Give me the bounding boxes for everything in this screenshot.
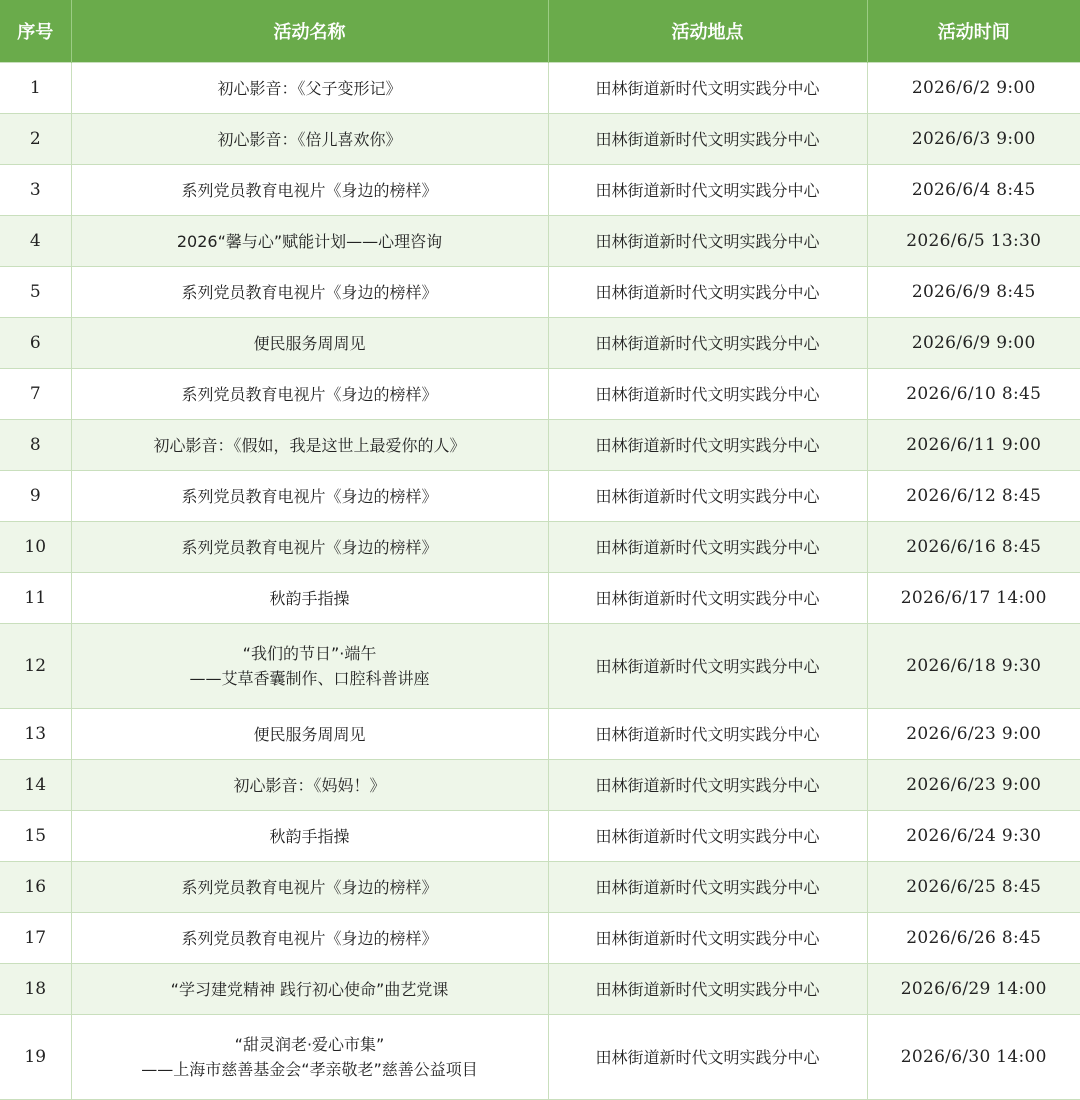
table-row	[0, 709, 1080, 760]
row-index: 8	[0, 420, 71, 471]
activity-location: 田林街道新时代文明实践分中心	[548, 964, 867, 1015]
activity-time: 2026/6/3 9:00	[867, 114, 1080, 165]
row-index: 13	[0, 709, 71, 760]
row-index: 4	[0, 216, 71, 267]
table-row	[0, 573, 1080, 624]
header-location: 活动地点	[548, 0, 867, 63]
activity-name-cell	[71, 913, 548, 964]
activity-name-line: 系列党员教育电视片《身边的榜样》	[181, 928, 438, 948]
table-row	[0, 760, 1080, 811]
activity-time: 2026/6/30 14:00	[867, 1015, 1080, 1100]
header-time: 活动时间	[867, 0, 1080, 63]
activity-name-cell	[71, 369, 548, 420]
activity-time: 2026/6/24 9:30	[867, 811, 1080, 862]
row-index: 10	[0, 522, 71, 573]
table-body	[0, 63, 1080, 1100]
activity-time: 2026/6/17 14:00	[867, 573, 1080, 624]
activity-location: 田林街道新时代文明实践分中心	[548, 369, 867, 420]
activity-location: 田林街道新时代文明实践分中心	[548, 420, 867, 471]
activity-time: 2026/6/23 9:00	[867, 709, 1080, 760]
activity-time: 2026/6/11 9:00	[867, 420, 1080, 471]
activity-name-line: 秋韵手指操	[269, 826, 350, 846]
activity-name-cell	[71, 624, 548, 709]
table-row	[0, 267, 1080, 318]
row-index: 17	[0, 913, 71, 964]
table-row	[0, 913, 1080, 964]
activity-name-line: 初心影音：《父子变形记》	[217, 78, 402, 98]
table-row	[0, 165, 1080, 216]
activity-name-line: 系列党员教育电视片《身边的榜样》	[181, 384, 438, 404]
activity-name-cell	[71, 964, 548, 1015]
activity-location: 田林街道新时代文明实践分中心	[548, 471, 867, 522]
table-row	[0, 420, 1080, 471]
row-index: 16	[0, 862, 71, 913]
row-index: 7	[0, 369, 71, 420]
activity-time: 2026/6/29 14:00	[867, 964, 1080, 1015]
activity-location: 田林街道新时代文明实践分中心	[548, 862, 867, 913]
table-row	[0, 216, 1080, 267]
activity-name-line: 2026“馨与心”赋能计划——心理咨询	[176, 231, 443, 251]
table-row	[0, 624, 1080, 709]
activity-name-line: 便民服务周周见	[253, 724, 366, 744]
activity-time: 2026/6/16 8:45	[867, 522, 1080, 573]
activity-name-line: 系列党员教育电视片《身边的榜样》	[181, 537, 438, 557]
activity-name-cell	[71, 760, 548, 811]
table-header	[0, 0, 1080, 63]
row-index: 14	[0, 760, 71, 811]
activity-name-line: ——上海市慈善基金会“孝亲敬老”慈善公益项目	[141, 1060, 478, 1079]
row-index: 18	[0, 964, 71, 1015]
activity-name-cell	[71, 114, 548, 165]
row-index: 3	[0, 165, 71, 216]
activity-time: 2026/6/5 13:30	[867, 216, 1080, 267]
activity-name-line: “学习建党精神 践行初心使命”曲艺党课	[170, 979, 449, 999]
activity-name-line: 初心影音：《假如，我是这世上最爱你的人》	[153, 435, 466, 455]
table-row	[0, 862, 1080, 913]
activity-name-cell	[71, 267, 548, 318]
header-index: 序号	[0, 0, 71, 63]
activity-name-cell	[71, 811, 548, 862]
activity-name-line: 秋韵手指操	[269, 588, 350, 608]
row-index: 2	[0, 114, 71, 165]
activity-name-line: “我们的节日”·端午	[242, 644, 377, 663]
table-row	[0, 369, 1080, 420]
row-index: 6	[0, 318, 71, 369]
table-row	[0, 114, 1080, 165]
activity-name-cell	[71, 420, 548, 471]
activity-location: 田林街道新时代文明实践分中心	[548, 165, 867, 216]
activity-name-line: ——艾草香囊制作、口腔科普讲座	[189, 669, 430, 688]
activity-name-cell	[71, 709, 548, 760]
activity-time: 2026/6/10 8:45	[867, 369, 1080, 420]
activity-name-cell	[71, 862, 548, 913]
activity-name-cell	[71, 471, 548, 522]
activity-name-line: 初心影音：《妈妈！》	[233, 775, 386, 795]
row-index: 19	[0, 1015, 71, 1100]
row-index: 1	[0, 63, 71, 114]
activity-location: 田林街道新时代文明实践分中心	[548, 624, 867, 709]
table-row	[0, 318, 1080, 369]
activity-time: 2026/6/2 9:00	[867, 63, 1080, 114]
activity-name-line: 初心影音：《倍儿喜欢你》	[217, 129, 402, 149]
activity-name-cell	[71, 216, 548, 267]
activity-name-line: 系列党员教育电视片《身边的榜样》	[181, 180, 438, 200]
row-index: 11	[0, 573, 71, 624]
activity-name-cell	[71, 1015, 548, 1100]
activity-name-line: “甜灵润老·爱心市集”	[234, 1035, 385, 1054]
row-index: 15	[0, 811, 71, 862]
activity-location: 田林街道新时代文明实践分中心	[548, 114, 867, 165]
activity-name-line: 系列党员教育电视片《身边的榜样》	[181, 486, 438, 506]
activity-time: 2026/6/9 9:00	[867, 318, 1080, 369]
activity-time: 2026/6/18 9:30	[867, 624, 1080, 709]
table-row	[0, 522, 1080, 573]
activity-location: 田林街道新时代文明实践分中心	[548, 267, 867, 318]
activity-time: 2026/6/23 9:00	[867, 760, 1080, 811]
activity-time: 2026/6/26 8:45	[867, 913, 1080, 964]
activity-time: 2026/6/9 8:45	[867, 267, 1080, 318]
row-index: 12	[0, 624, 71, 709]
activity-time: 2026/6/4 8:45	[867, 165, 1080, 216]
activity-name-line: 系列党员教育电视片《身边的榜样》	[181, 282, 438, 302]
activity-location: 田林街道新时代文明实践分中心	[548, 811, 867, 862]
activity-name-cell	[71, 165, 548, 216]
table-row	[0, 471, 1080, 522]
row-index: 5	[0, 267, 71, 318]
activity-location: 田林街道新时代文明实践分中心	[548, 760, 867, 811]
activity-location: 田林街道新时代文明实践分中心	[548, 573, 867, 624]
activity-name-line: 便民服务周周见	[253, 333, 366, 353]
activity-location: 田林街道新时代文明实践分中心	[548, 522, 867, 573]
activity-location: 田林街道新时代文明实践分中心	[548, 709, 867, 760]
row-index: 9	[0, 471, 71, 522]
activity-location: 田林街道新时代文明实践分中心	[548, 63, 867, 114]
table-row	[0, 63, 1080, 114]
header-name: 活动名称	[71, 0, 548, 63]
activity-name-cell	[71, 318, 548, 369]
activity-name-cell	[71, 522, 548, 573]
activity-name-cell	[71, 63, 548, 114]
activity-location: 田林街道新时代文明实践分中心	[548, 913, 867, 964]
activity-location: 田林街道新时代文明实践分中心	[548, 216, 867, 267]
table-row	[0, 1015, 1080, 1100]
header-row	[0, 0, 1080, 63]
activity-location: 田林街道新时代文明实践分中心	[548, 318, 867, 369]
activity-name-cell	[71, 573, 548, 624]
activity-name-line: 系列党员教育电视片《身边的榜样》	[181, 877, 438, 897]
table-row	[0, 811, 1080, 862]
activity-time: 2026/6/25 8:45	[867, 862, 1080, 913]
activity-time: 2026/6/12 8:45	[867, 471, 1080, 522]
table-row	[0, 964, 1080, 1015]
activity-location: 田林街道新时代文明实践分中心	[548, 1015, 867, 1100]
